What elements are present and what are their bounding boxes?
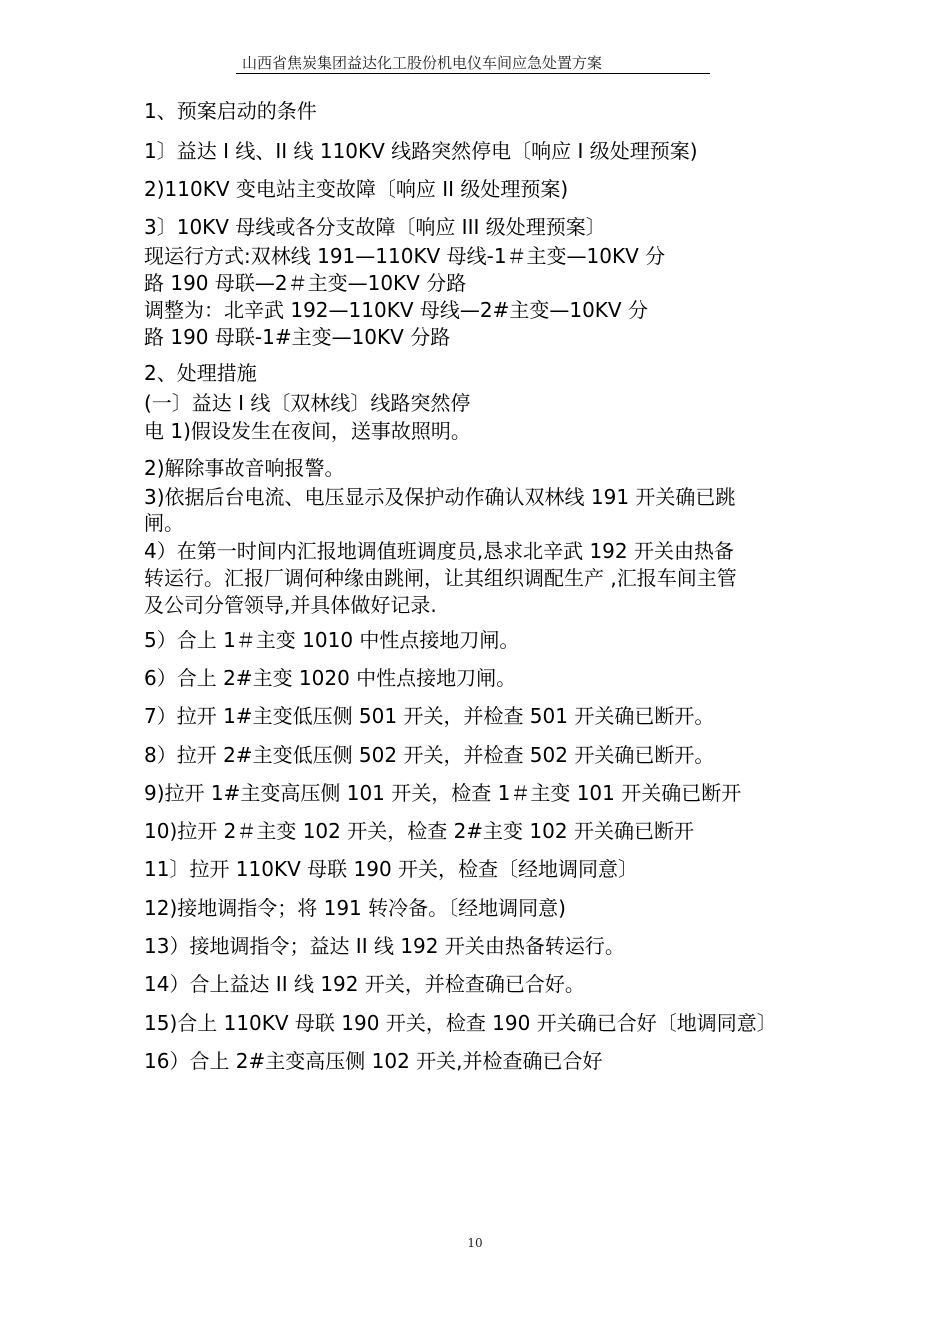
adjusted-mode-line-1: 调整为：北辛武 192—110KV 母线—2#主变—10KV 分 [144,298,648,322]
step-10: 10)拉开 2＃主变 102 开关，检查 2#主变 102 开关确已断开 [144,819,694,843]
condition-item-1: 1〕益达 I 线、II 线 110KV 线路突然停电〔响应 I 级处理预案) [144,139,698,163]
step-3-line-2: 闸。 [144,511,184,535]
current-mode-line-2: 路 190 母联—2＃主变—10KV 分路 [144,271,467,295]
step-8: 8）拉开 2#主变低压侧 502 开关，并检查 502 开关确已断开。 [144,743,715,767]
step-4-line-3: 及公司分管领导,并具体做好记录. [144,593,437,617]
step-12: 12)接地调指令；将 191 转冷备。〔经地调同意) [144,896,566,920]
adjusted-mode-line-2: 路 190 母联-1#主变—10KV 分路 [144,325,451,349]
step-2: 2)解除事故音响报警。 [144,456,345,480]
step-5: 5）合上 1＃主变 1010 中性点接地刀闸。 [144,628,520,652]
step-7: 7）拉开 1#主变低压侧 501 开关，并检查 501 开关确已断开。 [144,704,715,728]
condition-item-3: 3〕10KV 母线或各分支故障〔响应 III 级处理预案〕 [144,215,606,239]
step-4-line-2: 转运行。汇报厂调何种缘由跳闸，让其组织调配生产 ,汇报车间主管 [144,566,737,590]
step-4-line-1: 4）在第一时间内汇报地调值班调度员,恳求北辛武 192 开关由热备 [144,539,734,563]
section-heading-measures: 2、处理措施 [144,361,257,385]
step-9: 9)拉开 1#主变高压侧 101 开关，检查 1＃主变 101 开关确已断开 [144,781,742,805]
page-header [236,53,710,74]
step-13: 13）接地调指令；益达 II 线 192 开关由热备转运行。 [144,934,625,958]
subsection-heading-1: (一〕益达 I 线〔双林线〕线路突然停 [144,391,471,415]
current-mode-line-1: 现运行方式:双林线 191—110KV 母线-1＃主变—10KV 分 [144,244,666,268]
section-heading-conditions: 1、预案启动的条件 [144,99,317,123]
condition-item-2: 2)110KV 变电站主变故障〔响应 II 级处理预案) [144,177,569,201]
step-15: 15)合上 110KV 母联 190 开关，检查 190 开关确已合好〔地调同意〕 [144,1011,777,1035]
step-6: 6）合上 2#主变 1020 中性点接地刀闸。 [144,666,517,690]
page-number: 10 [467,1236,483,1250]
step-14: 14）合上益达 II 线 192 开关，并检查确已合好。 [144,972,585,996]
step-1: 电 1)假设发生在夜间，送事故照明。 [144,419,471,443]
step-16: 16）合上 2#主变高压侧 102 开关,并检查确已合好 [144,1049,603,1073]
step-11: 11〕拉开 110KV 母联 190 开关，检查〔经地调同意〕 [144,857,639,881]
header-title: 山西省焦炭集团益达化工股份机电仪车间应急处置方案 [242,54,603,72]
step-3-line-1: 3)依据后台电流、电压显示及保护动作确认双林线 191 开关确已跳 [144,485,736,509]
